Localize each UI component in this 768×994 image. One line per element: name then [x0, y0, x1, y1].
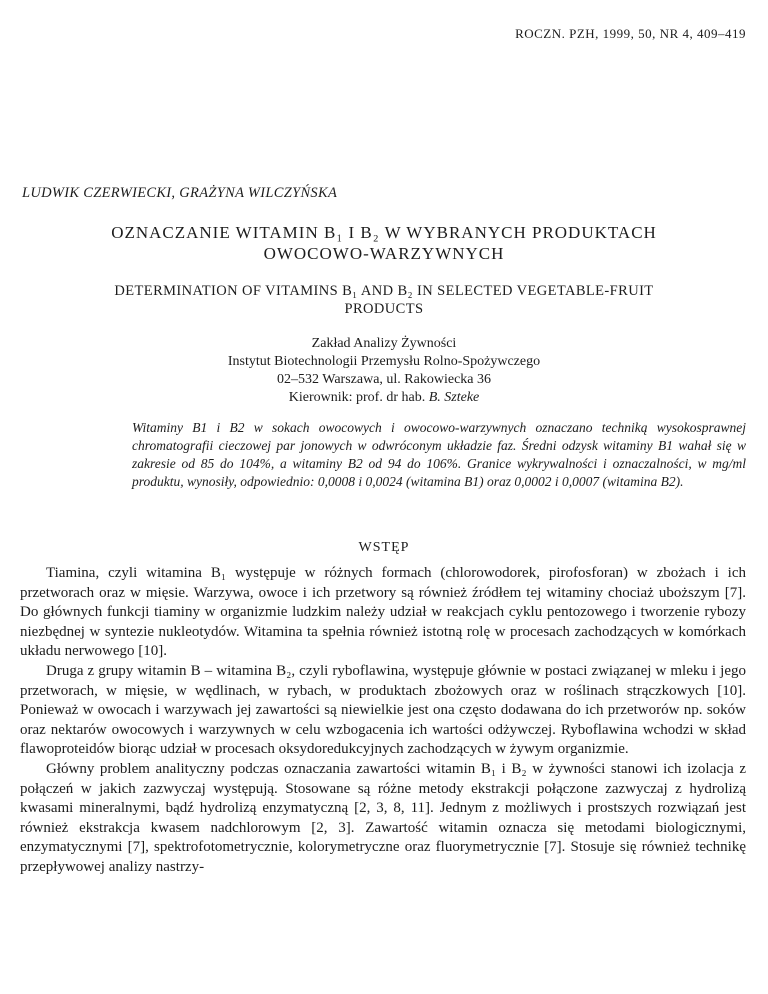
affiliation-institute: Instytut Biotechnologii Przemysłu Rolno-Spożywczego: [227, 354, 541, 369]
title-polish-line-2: OWOCOWO-WARZYWNYCH: [263, 244, 505, 263]
affiliation: [0, 335, 768, 407]
affiliation-department: Zakład Analizy Żywności: [311, 336, 457, 351]
title-polish: [40, 222, 728, 264]
authors: LUDWIK CZERWIECKI, GRAŻYNA WILCZYŃSKA: [22, 185, 338, 201]
title-english-line-2: PRODUCTS: [344, 301, 424, 317]
journal-reference: ROCZN. PZH, 1999, 50, NR 4, 409–419: [515, 26, 746, 41]
affiliation-head: [0, 389, 768, 407]
title-english-line-1: DETERMINATION OF VITAMINS B₁ AND B₂ IN SELECTED VEGETABLE-FRUIT: [114, 283, 654, 299]
title-polish-line-1: OZNACZANIE WITAMIN B₁ I B₂ W WYBRANYCH PRODUKTACH: [111, 223, 657, 242]
title-english: [20, 282, 748, 318]
paragraph: Druga z grupy witamin B – witamina B₂, czyli ryboflawina, występuje głównie w postaci związanej w mleku i jego przetworach, w mięsie, w wędlinach, w rybach, w produktach zbożowych oraz w roślinach strączkowych [10]. Ponieważ w owocach i warzywach jej zawartości są niewielkie jest ona często dodawana do ich przetworów np. soków oraz nektarów owocowych i warzywnych w celu wzbogacenia ich wartości odżywczej. Ryboflawina wchodzi w skład flawoproteidów biorąc udział w procesach oksydoredukcyjnych zachodzących w żywym organizmie.: [20, 662, 746, 758]
affiliation-address: 02–532 Warszawa, ul. Rakowiecka 36: [277, 372, 491, 387]
body-text: [20, 564, 746, 878]
affiliation-head-name: B. Szteke: [428, 390, 480, 405]
affiliation-head-label: Kierownik: prof. dr hab.: [288, 390, 429, 405]
paragraph: Główny problem analityczny podczas oznaczania zawartości witamin B₁ i B₂ w żywności stanowi ich izolacja z połączeń w jakich zazwyczaj występują. Stosowane są różne metody ekstrakcji połączone zazwyczaj z hydrolizą kwasami mineralnymi, bądź hydrolizą enzymatyczną [2, 3, 8, 11]. Jednym z możliwych i prostszych rozwiązań jest również ekstrakcja kwasem nadchlorowym [2, 3]. Zawartość witamin oznacza się metodami biologicznymi, enzymatycznymi [7], spektrofotometrycznie, kolorymetryczne oraz fluorymetrycznie [7]. Stosuje się również technikę przepływowej analizy nastrzy-: [20, 760, 746, 875]
section-heading: WSTĘP: [358, 540, 410, 555]
paragraph: Tiamina, czyli witamina B₁ występuje w różnych formach (chlorowodorek, pirofosforan) w zbożach i ich przetworach oraz w mięsie. Warzywa, owoce i ich przetwory są również źródłem tej witaminy chociaż uboższym [7]. Do głównych funkcji tiaminy w organizmie ludzkim należy udział w reakcjach cyklu pentozowego i tworzenie rybozy niezbędnej w syntezie nukleotydów. Witamina ta spełnia również istotną rolę w procesach zachodzących w komórkach układu nerwowego [10].: [20, 565, 746, 660]
abstract: Witaminy B1 i B2 w sokach owocowych i owocowo-warzywnych oznaczano techniką wysokosprawnej chromatografii cieczowej par jonowych w odwróconym układzie faz. Średni odzysk witaminy B1 wahał się w zakresie od 85 do 104%, a witaminy B2 od 94 do 106%. Granice wykrywalności i oznaczalności, w mg/ml produktu, wynosiły, odpowiednio: 0,0008 i 0,0024 (witamina B1) oraz 0,0002 i 0,0007 (witamina B2).: [132, 420, 746, 489]
